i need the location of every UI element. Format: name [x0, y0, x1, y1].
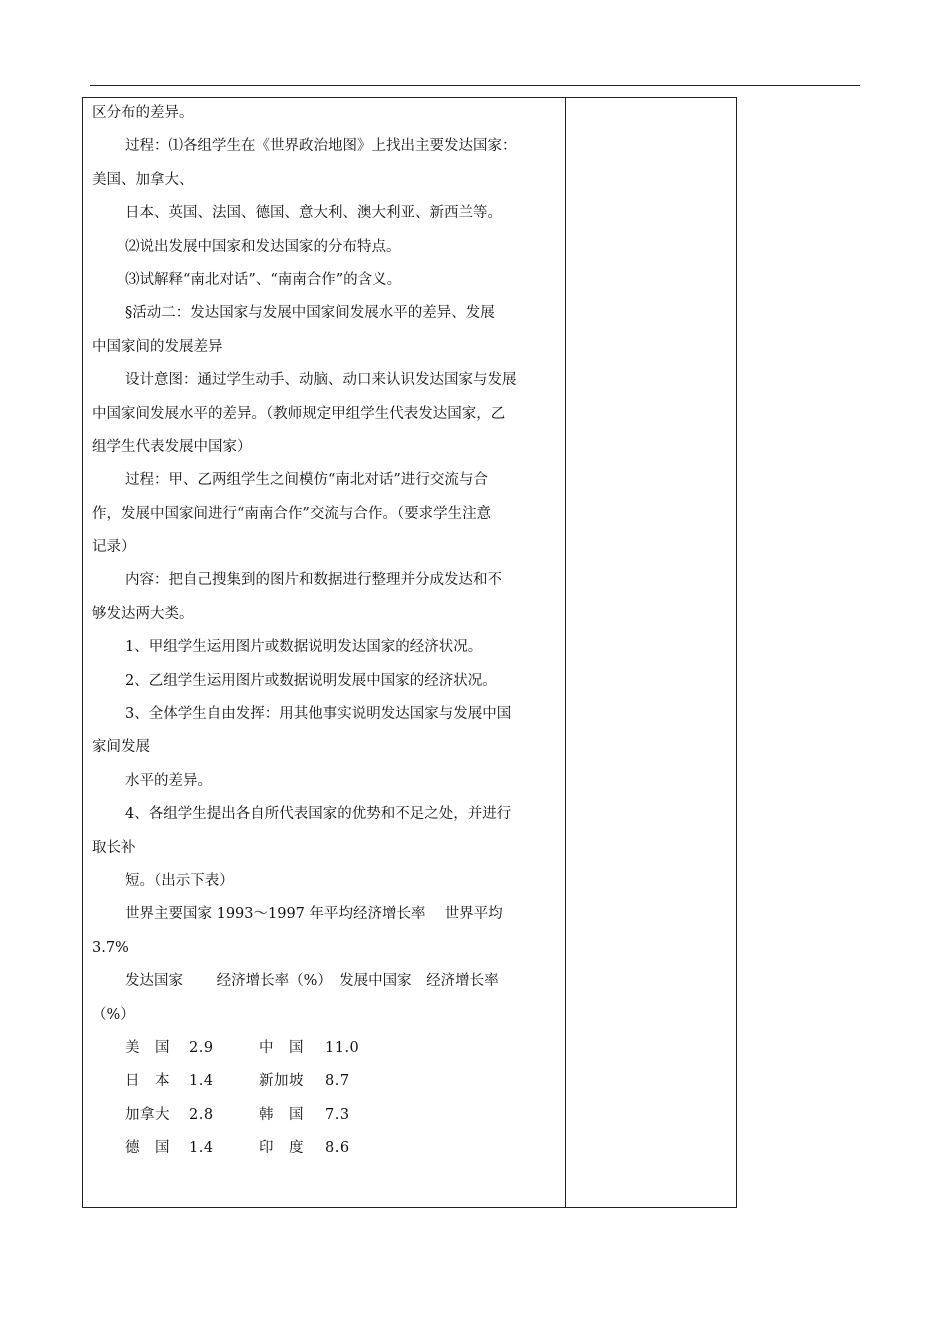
- developed-growth-rate: 2.8: [189, 1106, 214, 1123]
- developing-growth-rate: 8.6: [325, 1140, 350, 1157]
- text-line: 过程：甲、乙两组学生之间模仿“南北对话”进行交流与合: [125, 472, 488, 489]
- growth-rate-rows: [92, 1032, 560, 1166]
- developed-country-name: 日 本: [125, 1073, 170, 1090]
- text-line: 设计意图：通过学生动手、动脑、动口来认识发达国家与发展: [125, 372, 517, 389]
- text-line: 水平的差异。: [125, 772, 212, 789]
- growth-rate-row: [92, 1099, 560, 1132]
- text-line: 发达国家 经济增长率（%） 发展中国家 经济增长率: [125, 973, 499, 990]
- developed-country-name: 加拿大: [125, 1106, 170, 1123]
- text-line: 4、各组学生提出各自所代表国家的优势和不足之处，并进行: [125, 806, 512, 823]
- growth-rate-row: [92, 1065, 560, 1098]
- text-line: 内容：把自己搜集到的图片和数据进行整理并分成发达和不: [125, 572, 502, 589]
- text-line: 中国家间发展水平的差异。（教师规定甲组学生代表发达国家，乙: [92, 405, 506, 422]
- developing-country-name: 中 国: [259, 1039, 304, 1056]
- growth-rate-row: [92, 1032, 560, 1065]
- text-lines: [92, 97, 560, 1032]
- lesson-content: [92, 97, 560, 1166]
- text-line: 世界主要国家 1993～1997 年平均经济增长率 世界平均: [125, 906, 503, 923]
- text-line: 中国家间的发展差异: [92, 338, 223, 355]
- text-line: ⑶试解释“南北对话”、“南南合作”的含义。: [125, 271, 402, 288]
- text-line: （%）: [92, 1006, 135, 1023]
- text-line: 作，发展中国家间进行“南南合作”交流与合作。（要求学生注意: [92, 505, 492, 522]
- text-line: 日本、英国、法国、德国、意大利、澳大利亚、新西兰等。: [125, 205, 502, 222]
- developing-country-name: 韩 国: [259, 1106, 304, 1123]
- text-line: 记录）: [92, 539, 136, 556]
- text-line: §活动二：发达国家与发展中国家间发展水平的差异、发展: [125, 305, 495, 322]
- developed-growth-rate: 1.4: [189, 1073, 214, 1090]
- text-line: ⑵说出发展中国家和发达国家的分布特点。: [125, 238, 401, 255]
- text-line: 够发达两大类。: [92, 605, 194, 622]
- header-rule: [90, 85, 860, 86]
- text-line: 2、乙组学生运用图片或数据说明发展中国家的经济状况。: [125, 672, 497, 689]
- text-line: 短。（出示下表）: [125, 872, 234, 889]
- developed-country-name: 德 国: [125, 1140, 170, 1157]
- developed-country-name: 美 国: [125, 1039, 170, 1056]
- developing-country-name: 印 度: [259, 1140, 304, 1157]
- text-line: 过程：⑴各组学生在《世界政治地图》上找出主要发达国家：: [125, 138, 517, 155]
- table-column-divider: [565, 97, 566, 1208]
- text-line: 美国、加拿大、: [92, 171, 194, 188]
- developed-growth-rate: 2.9: [189, 1039, 214, 1056]
- growth-rate-row: [92, 1132, 560, 1165]
- text-line: 组学生代表发展中国家）: [92, 438, 252, 455]
- text-line: 3.7%: [92, 939, 129, 956]
- text-line: 3、全体学生自由发挥：用其他事实说明发达国家与发展中国: [125, 706, 512, 723]
- text-line: 家间发展: [92, 739, 150, 756]
- developing-growth-rate: 11.0: [325, 1039, 360, 1056]
- developing-growth-rate: 8.7: [325, 1073, 350, 1090]
- text-line: 取长补: [92, 839, 136, 856]
- text-line: 区分布的差异。: [92, 105, 194, 121]
- developing-country-name: 新加坡: [259, 1073, 304, 1090]
- developed-growth-rate: 1.4: [189, 1140, 214, 1157]
- developing-growth-rate: 7.3: [325, 1106, 350, 1123]
- text-line: 1、甲组学生运用图片或数据说明发达国家的经济状况。: [125, 639, 483, 656]
